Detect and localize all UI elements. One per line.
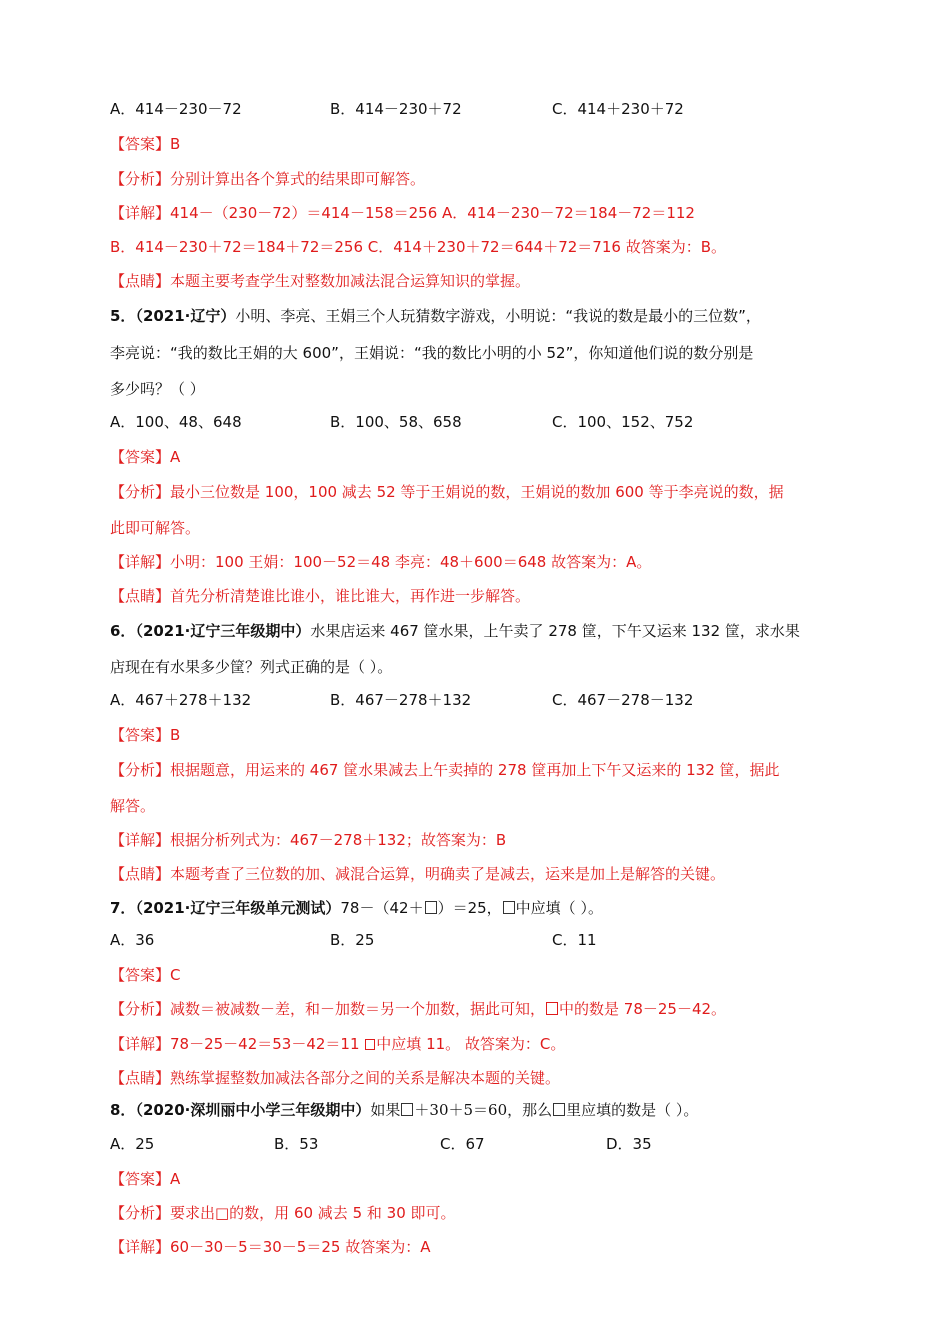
question-source: （2021·辽宁三年级单元测试） — [135, 899, 341, 917]
option-b: B．25 — [330, 931, 375, 949]
question-text: 店现在有水果多少筐？列式正确的是（ ）。 — [110, 658, 393, 676]
question-number: 5． — [110, 307, 136, 325]
question-7-stem — [110, 897, 603, 919]
option-b: B．467－278＋132 — [330, 691, 472, 709]
question-text: 如果 — [370, 1101, 401, 1119]
answer: 【答案】C — [110, 966, 181, 984]
question-source: （2021·辽宁三年级期中） — [135, 622, 311, 640]
option-b: B．53 — [274, 1135, 319, 1153]
question-source: （2021·辽宁） — [135, 307, 236, 325]
option-a: A．467＋278＋132 — [110, 691, 252, 709]
question-text: 多少吗？（ ） — [110, 380, 205, 398]
detail: 【详解】60－30－5＝30－5＝25 故答案为：A — [110, 1238, 431, 1256]
option-a: A．100、48、648 — [110, 413, 242, 431]
analysis: 此即可解答。 — [110, 519, 201, 537]
detail: 【详解】小明：100 王娟：100－52＝48 李亮：48＋600＝648 故答案为：A。 — [110, 553, 652, 571]
analysis: 【分析】根据题意，用运来的 467 筐水果减去上午卖掉的 278 筐再加上下午又运来的 132 筐，据此 — [110, 761, 780, 779]
analysis — [110, 998, 726, 1020]
detail-text: 中应填 11。 故答案为：C。 — [376, 1035, 566, 1053]
detail — [110, 1033, 565, 1055]
option-c: C．414＋230＋72 — [552, 100, 684, 118]
question-text: 小明、李亮、王娟三个人玩猜数字游戏，小明说：“我说的数是最小的三位数”， — [235, 307, 761, 325]
option-c: C．100、152、752 — [552, 413, 694, 431]
analysis: 【分析】分别计算出各个算式的结果即可解答。 — [110, 170, 426, 188]
tip: 【点睛】本题考查了三位数的加、减混合运算，明确卖了是减去，运来是加上是解答的关键。 — [110, 865, 726, 883]
answer: 【答案】B — [110, 135, 181, 153]
question-text: ，那么 — [507, 1101, 553, 1119]
question-text: 78－（42＋ — [340, 899, 424, 917]
option-c: C．11 — [552, 931, 597, 949]
tip: 【点睛】本题主要考查学生对整数加减法混合运算知识的掌握。 — [110, 272, 531, 290]
blank-box-icon — [425, 901, 437, 914]
analysis-text: 【分析】减数＝被减数－差，和－加数＝另一个加数，据此可知， — [110, 1000, 546, 1018]
option-d: D．35 — [606, 1135, 652, 1153]
question-5-stem — [110, 305, 761, 327]
option-b: B．100、58、658 — [330, 413, 462, 431]
option-a: A．25 — [110, 1135, 155, 1153]
question-text: 水果店运来 467 筐水果，上午卖了 278 筐，下午又运来 132 筐，求水果 — [310, 622, 800, 640]
question-number: 7． — [110, 899, 136, 917]
tip: 【点睛】熟练掌握整数加减法各部分之间的关系是解决本题的关键。 — [110, 1069, 561, 1087]
question-text: 里应填的数是（ ）。 — [566, 1101, 699, 1119]
option-c: C．67 — [440, 1135, 485, 1153]
option-a: A．36 — [110, 931, 155, 949]
option-b: B．414－230＋72 — [330, 100, 462, 118]
detail: B．414－230＋72＝184＋72＝256 C．414＋230＋72＝644＋72＝716 故答案为：B。 — [110, 238, 726, 256]
analysis: 解答。 — [110, 797, 156, 815]
analysis-text: 中的数是 78－25－42。 — [559, 1000, 727, 1018]
option-c: C．467－278－132 — [552, 691, 694, 709]
detail-text: 【详解】78－25－42＝53－42＝11 — [110, 1035, 365, 1053]
blank-box-icon — [365, 1039, 375, 1050]
analysis: 【分析】要求出□的数，用 60 减去 5 和 30 即可。 — [110, 1204, 456, 1222]
question-number: 6． — [110, 622, 136, 640]
blank-box-icon — [553, 1103, 565, 1116]
option-a: A．414－230－72 — [110, 100, 242, 118]
blank-box-icon — [503, 901, 515, 914]
analysis: 【分析】最小三位数是 100，100 减去 52 等于王娟说的数，王娟说的数加 600 等于李亮说的数，据 — [110, 483, 784, 501]
answer: 【答案】A — [110, 1170, 181, 1188]
question-text: 李亮说：“我的数比王娟的大 600”，王娟说：“我的数比小明的小 52”，你知道他们说的数分别是 — [110, 344, 754, 362]
blank-box-icon — [401, 1103, 413, 1116]
question-number: 8． — [110, 1101, 136, 1119]
answer: 【答案】B — [110, 726, 181, 744]
question-text: 中应填（ ）。 — [515, 899, 603, 917]
tip: 【点睛】首先分析清楚谁比谁小，谁比谁大，再作进一步解答。 — [110, 587, 531, 605]
question-source: （2020·深圳丽中小学三年级期中） — [135, 1101, 371, 1119]
question-text: ）＝25， — [437, 899, 502, 917]
answer: 【答案】A — [110, 448, 181, 466]
formula: ＋30＋5＝60 — [414, 1101, 508, 1119]
question-8-stem — [110, 1099, 698, 1121]
question-6-stem — [110, 620, 800, 642]
detail: 【详解】414－（230－72）＝414－158＝256 A．414－230－72＝184－72＝112 — [110, 204, 695, 222]
blank-box-icon — [546, 1002, 558, 1015]
detail: 【详解】根据分析列式为：467－278＋132；故答案为：B — [110, 831, 507, 849]
